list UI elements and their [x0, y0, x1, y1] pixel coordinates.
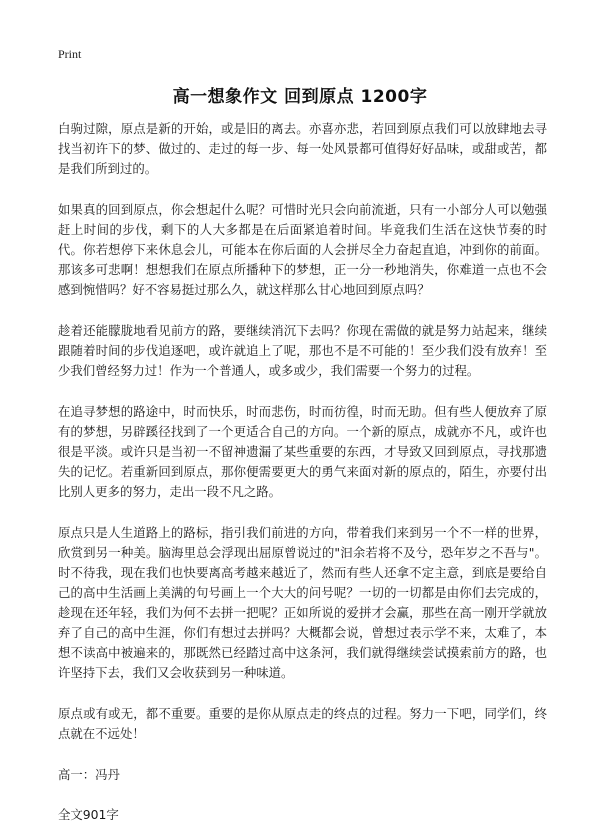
- paragraph-6: 原点或有或无，都不重要。重要的是你从原点走的终点的过程。努力一下吧，同学们，终点就在不远处！: [58, 706, 547, 741]
- paragraph-3: 趁着还能朦胧地看见前方的路，要继续消沉下去吗？你现在需做的就是努力站起来，继续跟随着时间的步伐追逐吧，或许就追上了呢，那也不是不可能的！至少我们没有放弃！至少我们曾经努力过！作为一个普通人，或多或少，我们需要一个努力的过程。: [58, 323, 547, 378]
- article-body: [58, 119, 547, 825]
- article-title: 高一想象作文 回到原点 1200字: [172, 87, 428, 107]
- paragraph-1: 白驹过隙，原点是新的开始，或是旧的离去。亦喜亦悲，若回到原点我们可以放肆地去寻找当初许下的梦、做过的、走过的每一步、每一处风景都可值得好好品味，或甜或苦，都是我们所到过的。: [58, 121, 547, 176]
- paragraph-4: 在追寻梦想的路途中，时而快乐，时而悲伤，时而彷徨，时而无助。但有些人便放弃了原有的梦想，另辟蹊径找到了一个更适合自己的方向。一个新的原点，成就亦不凡，或许也很是平淡。或许只是当初一不留神遗漏了某些重要的东西，才导致又回到原点，寻找那遗失的记忆。若重新回到原点，那你便需要更大的勇气来面对新的原点的，陌生，亦要付出比别人更多的努力，走出一段不凡之路。: [58, 404, 547, 499]
- paragraph-2: 如果真的回到原点，你会想起什么呢？可惜时光只会向前流逝，只有一小部分人可以勉强赶上时间的步伐，剩下的人大多都是在后面紧追着时间。毕竟我们生活在这快节奏的时代。你若想停下来休息会儿，可能本在你后面的人会拼尽全力奋起直追，冲到你的前面。那该多可悲啊！想想我们在原点所播种下的梦想，正一分一秒地消失，你难道一点也不会感到惋惜吗？好不容易挺过那么久，就这样那么甘心地回到原点吗？: [58, 202, 547, 297]
- author-line: 高一：冯丹: [58, 767, 120, 782]
- paragraph-5: 原点只是人生道路上的路标，指引我们前进的方向，带着我们来到另一个不一样的世界，欣赏到另一种美。脑海里总会浮现出屈原曾说过的"汩余若将不及兮，恐年岁之不吾与"。时不待我，现在我们也快要离高考越来越近了，然而有些人还拿不定主意，到底是要给自己的高中生活画上美满的句号画上一个大大的问号呢？一切的一切都是由你们去完成的，趁现在还年轻，我们为何不去拼一把呢？正如所说的爱拼才会赢，那些在高一刚开学就放弃了自己的高中生涯，你们有想过去拼吗？大概都会说，曾想过表示学不来，太难了，本想不读高中被遍来的，那既然已经踏过高中这条河，我们就得继续尝试摸索前方的路，也许坚持下去，我们又会收获到另一种味道。: [58, 525, 547, 680]
- print-link[interactable]: Print: [58, 47, 82, 61]
- word-count: 全文901字: [58, 807, 119, 822]
